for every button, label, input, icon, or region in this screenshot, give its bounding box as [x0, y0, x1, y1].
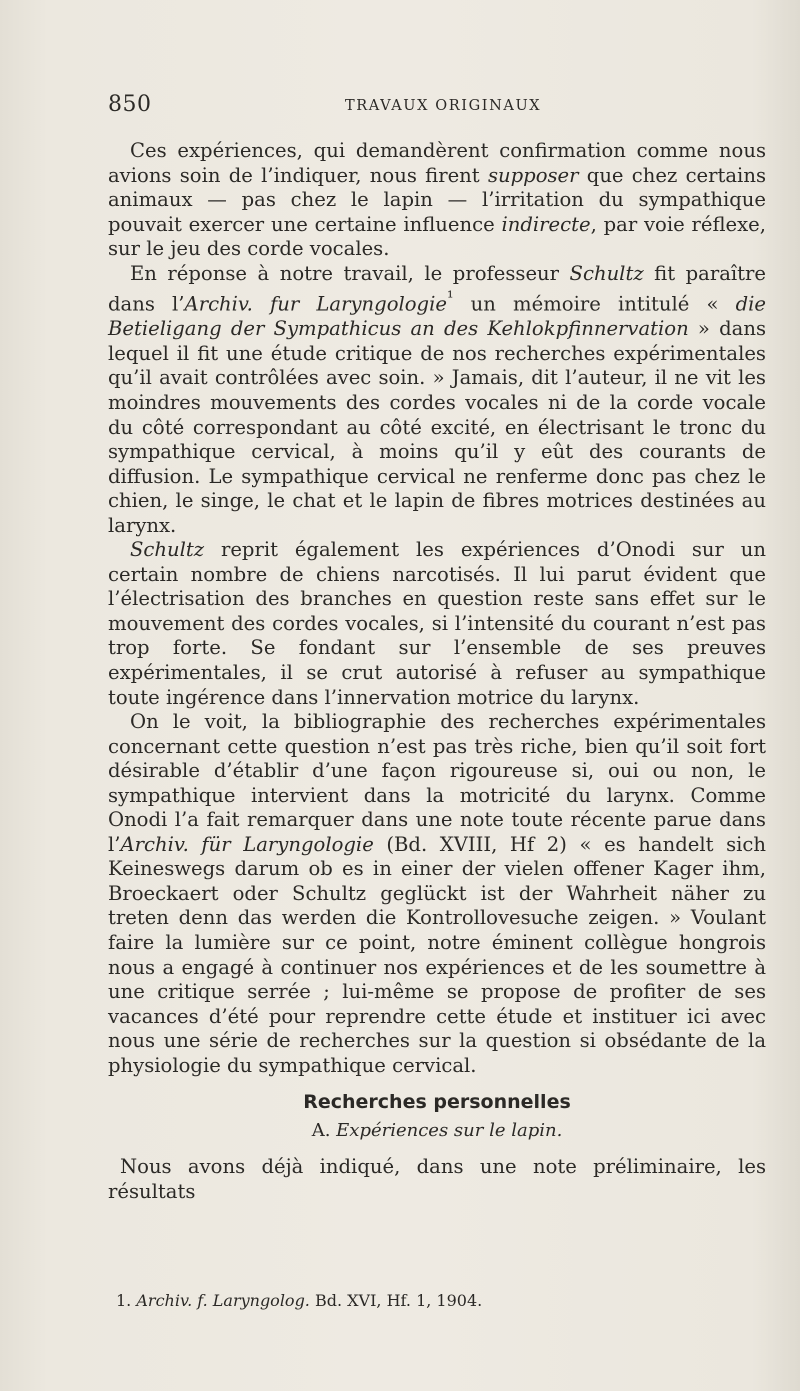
text-segment: (Bd. XVIII, Hf 2) « es handelt sich Keineswegs darum ob es in einer der vielen offener Kager ihm, Broeckaert oder Schultz geglückt ist der Wahrheit näher zu treten denn das werden die Kontrollovesuche zeigen. » Voulant faire la lumière sur ce point, notre éminent collègue hongrois nous a engagé à continuer nos expériences et de les soumettre à une critique serrée ; lui-même se propose de profiter de ses vacances d’été pour reprendre cette étude et instituer ici avec nous une série de recherches sur la question si obsédante de la physiologie du sympathique cervical. [108, 832, 766, 1077]
page-header [108, 92, 766, 122]
text-segment: fit paraître dans l’ [108, 261, 766, 316]
author-name: Schultz [569, 261, 644, 285]
text-segment: Ces expériences, qui demandèrent confirmation comme nous avions soin de l’indiquer, nous firent [108, 139, 766, 187]
subsection-text: Expériences sur le lapin. [336, 1119, 563, 1141]
footnote-source: Archiv. f. Laryngolog. [136, 1291, 310, 1310]
paragraph-2 [108, 262, 766, 539]
footnote-line [116, 1290, 766, 1312]
paragraph-3 [108, 538, 766, 710]
running-title: TRAVAUX ORIGINAUX [345, 98, 542, 114]
text-segment: que chez certains animaux — pas chez le lapin — l’irritation du sympathique pouvait exercer une certaine influence [108, 163, 766, 236]
memoir-title: die Betieligang der Sympathicus an des Kehlokpfinnervation [108, 292, 767, 341]
text-segment: » dans lequel il fit une étude critique de nos recherches expérimentales qu’il avait contrôlées avec soin. » Jamais, dit l’auteur, il ne vit les moindres mouvements des cordes vocales ni de la corde vocale du côté correspondant au côté excité, en électrisant le tronc du sympathique cervical, à moins qu’il y eût des courants de diffusion. Le sympathique cervical ne renferme donc pas chez le chien, le singe, le chat et le lapin de fibres motrices destinées au larynx. [108, 317, 766, 537]
footnote-marker: ¹ [446, 288, 454, 308]
text-segment: On le voit, la bibliographie des recherches expérimentales concernant cette question n’est pas très riche, bien qu’il soit fort désirable d’établir d’une façon rigoureuse si, oui ou non, le sympathique intervient dans la motricité du larynx. Comme Onodi l’a fait remarquer dans une note toute récente parue dans l’ [108, 710, 766, 856]
text-segment: En réponse à notre travail, le professeur [130, 261, 570, 285]
text-segment: reprit également les expériences d’Onodi sur un certain nombre de chiens narcotisés. Il lui parut évident que l’électrisation des branches en question reste sans effet sur le mouvement des cordes vocales, si l’intensité du courant n’est pas trop forte. Se fondant sur l’ensemble de ses preuves expérimentales, il se crut autorisé à refuser au sympathique toute ingérence dans l’innervation motrice du larynx. [108, 538, 766, 709]
footnote [116, 1290, 766, 1312]
emphasis-supposer: supposer [487, 163, 579, 187]
text-segment: un mémoire intitulé « [453, 292, 736, 316]
subsection-title [108, 1119, 766, 1144]
journal-title: Archiv. für Laryngologie [120, 832, 374, 856]
page-number: 850 [108, 92, 152, 117]
emphasis-indirecte: indirecte [501, 212, 591, 236]
footnote-details: Bd. XVI, Hf. 1, 1904. [309, 1291, 483, 1310]
paragraph-5: Nous avons déjà indiqué, dans une note préliminaire, les résultats [108, 1155, 766, 1203]
author-name: Schultz [130, 538, 205, 562]
paragraph-1 [108, 139, 766, 262]
subsection-prefix: A. [311, 1119, 337, 1141]
paragraph-4 [108, 710, 766, 1078]
body-text [108, 139, 766, 1205]
journal-title: Archiv. fur Laryngologie [184, 292, 447, 316]
footnote-number: 1. [116, 1291, 137, 1310]
text-segment: , par voie réflexe, sur le jeu des corde vocales. [108, 212, 766, 261]
section-title: Recherches personnelles [303, 1091, 571, 1114]
